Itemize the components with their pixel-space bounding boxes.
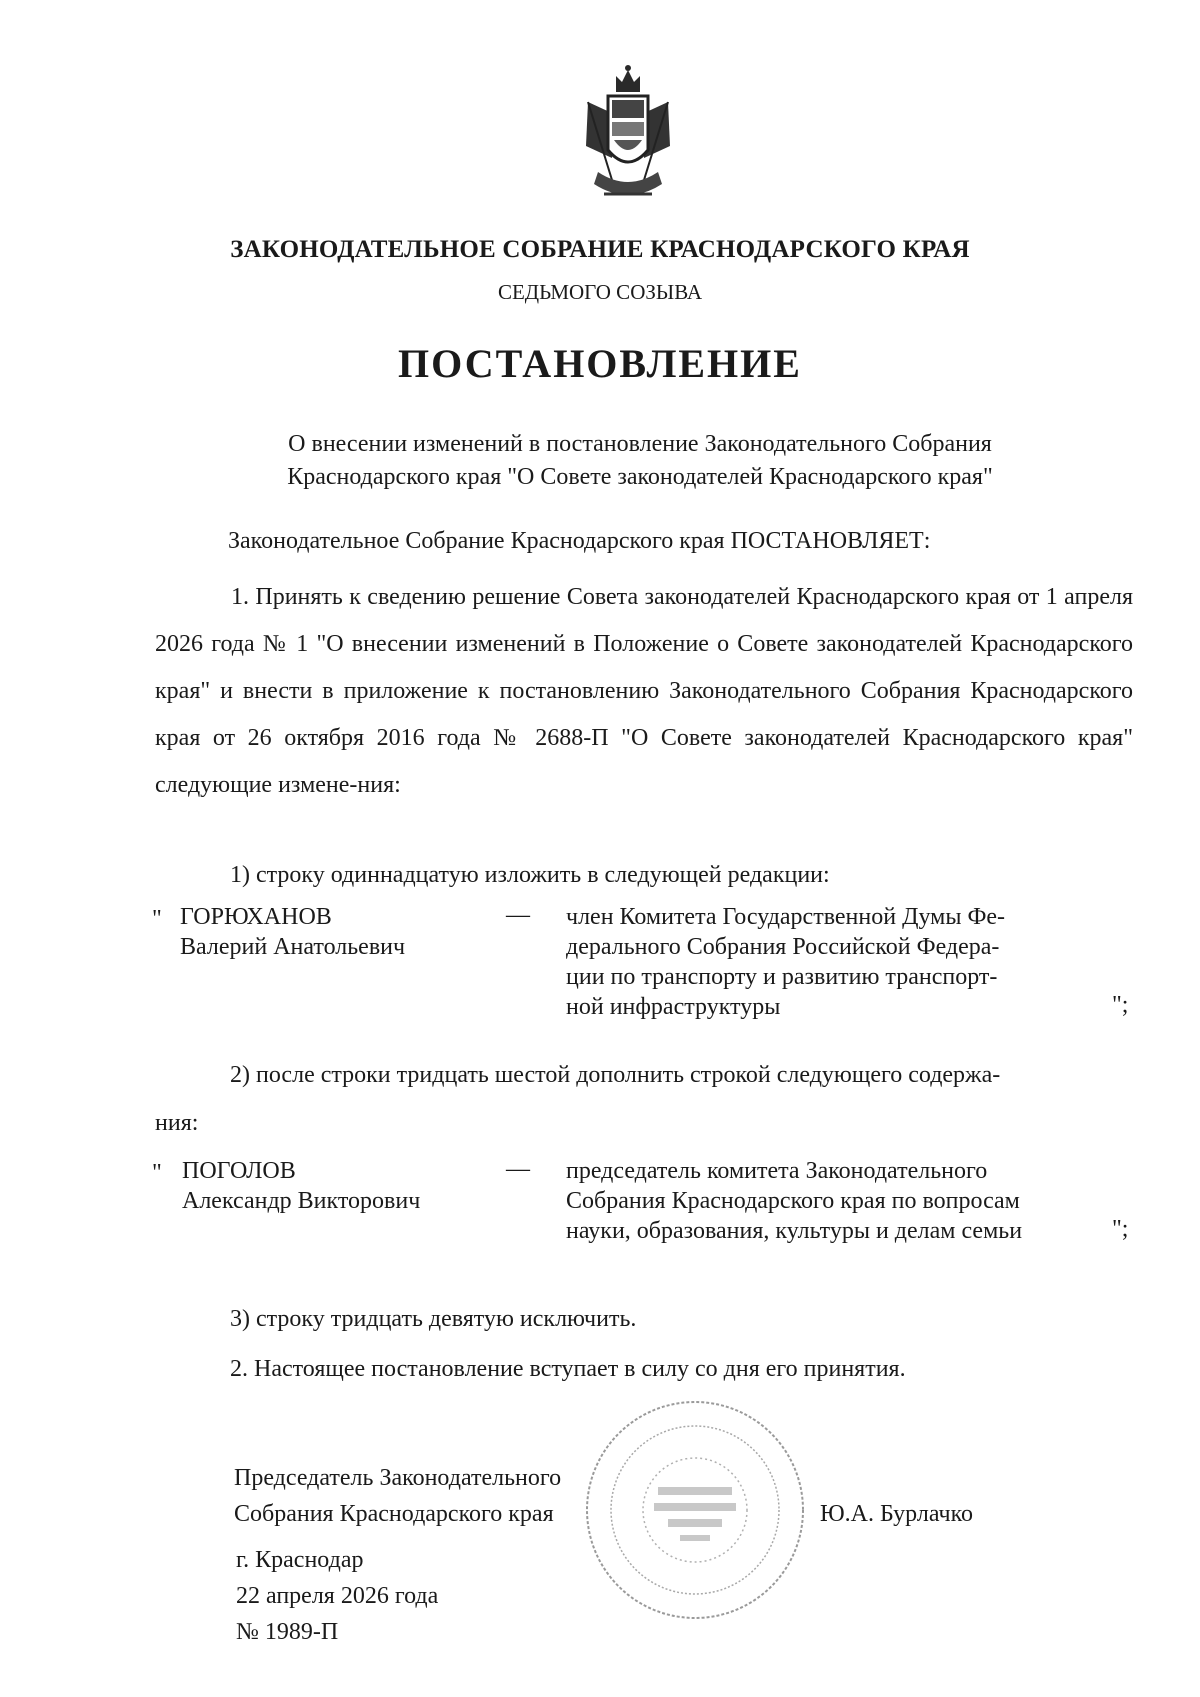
position-line: науки, образования, культуры и делам семьи (566, 1218, 1023, 1244)
decrees-statement: Законодательное Собрание Краснодарского края ПОСТАНОВЛЯЕТ: (228, 528, 931, 554)
item-3: 3) строку тридцать девятую исключить. (230, 1306, 637, 1332)
paragraph-2: 2. Настоящее постановление вступает в силу со дня его принятия. (230, 1356, 906, 1382)
document-date: 22 апреля 2026 года (236, 1583, 439, 1609)
coat-of-arms-icon (568, 62, 688, 212)
signatory-title-line: Собрания Краснодарского края (234, 1501, 554, 1527)
subject-line: О внесении изменений в постановление Законодательного Собрания (288, 431, 992, 457)
document-type-heading: ПОСТАНОВЛЕНИЕ (398, 341, 802, 386)
member-given-names: Александр Викторович (182, 1188, 421, 1214)
document-footer (236, 1542, 438, 1650)
position-line: Собрания Краснодарского края по вопросам (566, 1188, 1020, 1214)
signatory-title (234, 1460, 561, 1532)
member-given-names: Валерий Анатольевич (180, 934, 406, 960)
organization-title: ЗАКОНОДАТЕЛЬНОЕ СОБРАНИЕ КРАСНОДАРСКОГО КРАЯ (230, 236, 970, 263)
position-line: дерального Собрания Российской Федера- (566, 934, 1000, 960)
document-number: № 1989-П (236, 1619, 339, 1645)
member-name-2 (182, 1156, 420, 1216)
member-name-1 (180, 902, 405, 962)
position-line: ной инфраструктуры (566, 994, 781, 1020)
open-quote: " (152, 906, 162, 932)
city: г. Краснодар (236, 1547, 364, 1573)
entry-dash: — (506, 902, 530, 928)
paragraph-1: 1. Принять к сведению решение Совета законодателей Краснодарского края от 1 апреля 2026 года № 1 "О внесении изменений в Положение о Совете законодателей Краснодарского края" и внести в приложение к постановлению Законодательного Собрания Краснодарского края от 26 октября 2016 года № 2688-П "О Совете законодателей Краснодарского края" следующие измене-ния: (155, 584, 1133, 798)
official-seal (580, 1395, 810, 1625)
member-position-2 (566, 1156, 1086, 1246)
position-line: председатель комитета Законодательного (566, 1158, 988, 1184)
entry-dash: — (506, 1156, 530, 1182)
close-quote: "; (1112, 992, 1129, 1018)
item-1: 1) строку одиннадцатую изложить в следующей редакции: (230, 862, 830, 888)
signatory-name: Ю.А. Бурлачко (820, 1501, 974, 1527)
document-subject (200, 428, 1080, 494)
close-quote: "; (1112, 1216, 1129, 1242)
open-quote: " (152, 1160, 162, 1186)
member-surname: ПОГОЛОВ (182, 1158, 296, 1184)
subject-line: Краснодарского края "О Совете законодателей Краснодарского края" (287, 464, 993, 490)
member-position-1 (566, 902, 1086, 1022)
convocation-subtitle: СЕДЬМОГО СОЗЫВА (497, 280, 703, 304)
position-line: член Комитета Государственной Думы Фе- (566, 904, 1006, 930)
position-line: ции по транспорту и развитию транспорт- (566, 964, 998, 990)
signatory-title-line: Председатель Законодательного (234, 1465, 562, 1491)
item-2: 2) после строки тридцать шестой дополнить строкой следующего содержа- (230, 1062, 1001, 1088)
item-2-continuation: ния: (155, 1110, 199, 1136)
member-surname: ГОРЮХАНОВ (180, 904, 332, 930)
